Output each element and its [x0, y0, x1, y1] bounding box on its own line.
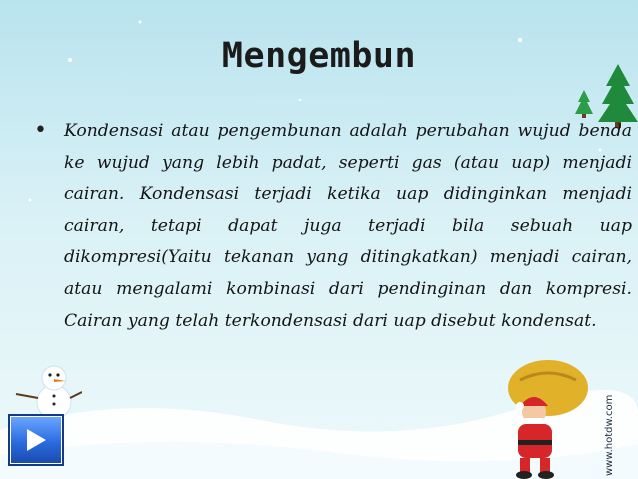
watermark-text: www.hotdw.com	[604, 394, 615, 476]
snowman-icon	[12, 362, 82, 422]
bullet-paragraph: Kondensasi atau pengembunan adalah perubahan wujud benda ke wujud yang lebih padat, seperti gas (atau uap) menjadi cairan. Kondensasi terjadi ketika uap didinginkan menjadi cairan, tetapi dapat juga terjadi bila sebuah uap dikompresi(Yaitu tekanan yang ditingkatkan) menjadi cairan, atau mengalami kombinasi dari pendinginan dan kompresi. Cairan yang telah terkondensasi dari uap disebut kondensat.	[64, 121, 632, 331]
next-slide-button[interactable]	[10, 416, 62, 464]
santa-claus-icon	[490, 358, 608, 479]
slide-title: Mengembun	[221, 36, 417, 76]
bullet-marker: •	[34, 118, 47, 143]
play-right-icon	[24, 427, 48, 453]
